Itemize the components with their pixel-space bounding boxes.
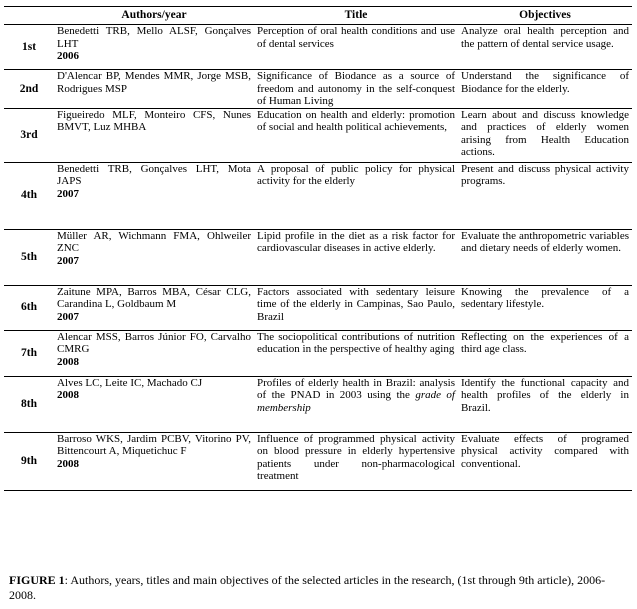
- table-row: [4, 162, 632, 229]
- authors-text: D'Alencar BP, Mendes MMR, Jorge MSB, Rodrigues MSP: [57, 70, 251, 95]
- title-cell: [254, 285, 458, 330]
- objectives-cell: Understand the significance of Biodance for the elderly.: [461, 70, 629, 95]
- title-text: Education on health and elderly: promotion of social and health political achievements,: [257, 108, 455, 133]
- figure-label: FIGURE 1: [9, 573, 65, 587]
- table-row: [4, 376, 632, 432]
- authors-text: Barroso WKS, Jardim PCBV, Vitorino PV, Bittencourt A, Miquetichuc F: [57, 432, 251, 457]
- authors-text: Benedetti TRB, Mello ALSF, Gonçalves LHT: [57, 25, 251, 50]
- table-row: [4, 229, 632, 285]
- authors-text: Benedetti TRB, Gonçalves LHT, Mota JAPS: [57, 162, 251, 187]
- table-row: [4, 432, 632, 490]
- year-text: 2007: [57, 310, 79, 323]
- year-text: 2008: [57, 389, 79, 401]
- title-cell: [254, 162, 458, 229]
- row-number: 4th: [21, 189, 37, 202]
- authors-cell: [54, 432, 254, 490]
- title-cell: [254, 229, 458, 285]
- objectives-cell: Present and discuss physical activity programs.: [461, 162, 629, 187]
- title-cell: [254, 330, 458, 376]
- figure-caption: [9, 573, 631, 603]
- title-text: The sociopolitical contributions of nutrition education in the perspective of healthy aging: [257, 330, 455, 355]
- title-text: A proposal of public policy for physical activity for the elderly: [257, 162, 455, 187]
- authors-cell: [54, 162, 254, 229]
- row-number: 6th: [21, 301, 37, 314]
- authors-cell: [54, 70, 254, 109]
- row-number: 9th: [21, 454, 37, 467]
- header-title: Title: [254, 7, 458, 25]
- row-number: 7th: [21, 346, 37, 359]
- row-number: 5th: [21, 250, 37, 263]
- year-text: 2007: [57, 187, 79, 200]
- objectives-cell: Evaluate the anthropometric variables and dietary needs of elderly women.: [461, 229, 629, 254]
- header-authors-year: Authors/year: [54, 7, 254, 25]
- authors-cell: [54, 285, 254, 330]
- row-number: 1st: [21, 40, 37, 53]
- table-row: [4, 70, 632, 109]
- objectives-cell: Learn about and discuss knowledge and practices of elderly women arising from Health Education actions.: [461, 108, 629, 158]
- authors-text: Müller AR, Wichmann FMA, Ohlweiler ZNC: [57, 229, 251, 254]
- objectives-cell: Evaluate effects of programed physical activity compared with conventional.: [461, 432, 629, 470]
- authors-cell: [54, 108, 254, 162]
- authors-text: Figueiredo MLF, Monteiro CFS, Nunes BMVT, Luz MHBA: [57, 108, 251, 133]
- row-number: 8th: [21, 397, 37, 410]
- title-text: Lipid profile in the diet as a risk factor for cardiovascular diseases in active elderly.: [257, 229, 455, 254]
- title-cell: [254, 432, 458, 490]
- title-cell: [254, 376, 458, 432]
- title-cell: [254, 25, 458, 70]
- articles-table: [4, 6, 632, 491]
- table-row: [4, 285, 632, 330]
- header-objectives: Objectives: [458, 7, 632, 25]
- authors-cell: [54, 330, 254, 376]
- title-text: Perception of oral health conditions and use of dental services: [257, 25, 455, 50]
- title-text: Factors associated with sedentary leisure time of the elderly in Campinas, Sao Paulo, Brazil: [257, 285, 455, 323]
- authors-cell: [54, 376, 254, 432]
- title-text: Profiles of elderly health in Brazil: analysis of the PNAD in 2003 using the: [257, 376, 455, 401]
- title-cell: [254, 108, 458, 162]
- title-cell: [254, 70, 458, 109]
- table-row: [4, 330, 632, 376]
- authors-text: Zaitune MPA, Barros MBA, César CLG, Carandina L, Goldbaum M: [57, 285, 251, 310]
- title-text: Influence of programmed physical activity on blood pressure in elderly hypertensive patients under non-pharmacological treatment: [257, 432, 455, 482]
- objectives-cell: Identify the functional capacity and health profiles of the elderly in Brazil.: [461, 376, 629, 414]
- row-number: 3rd: [20, 128, 38, 141]
- caption-text: : Authors, years, titles and main objectives of the selected articles in the research, (1st through 9th article), 2006-2008.: [9, 573, 606, 602]
- authors-text: Alencar MSS, Barros Júnior FO, Carvalho CMRG: [57, 330, 251, 355]
- authors-text: Alves LC, Leite IC, Machado CJ: [57, 376, 203, 389]
- year-text: 2006: [57, 50, 79, 62]
- table-header-row: [4, 7, 632, 25]
- title-emphasis: grade of membership: [257, 389, 455, 414]
- title-text: Significance of Biodance as a source of freedom and autonomy in the self-conquest of Human Living: [257, 70, 455, 107]
- year-text: 2008: [57, 355, 79, 368]
- row-number: 2nd: [19, 82, 39, 95]
- header-number: [4, 7, 54, 25]
- year-text: 2007: [57, 254, 79, 267]
- authors-cell: [54, 229, 254, 285]
- table-row: [4, 25, 632, 70]
- objectives-cell: Reflecting on the experiences of a third age class.: [461, 330, 629, 355]
- table-row: [4, 108, 632, 162]
- year-text: 2008: [57, 457, 79, 470]
- objectives-cell: Analyze oral health perception and the pattern of dental service usage.: [461, 25, 629, 50]
- objectives-cell: Knowing the prevalence of a sedentary lifestyle.: [461, 285, 629, 310]
- authors-cell: [54, 25, 254, 70]
